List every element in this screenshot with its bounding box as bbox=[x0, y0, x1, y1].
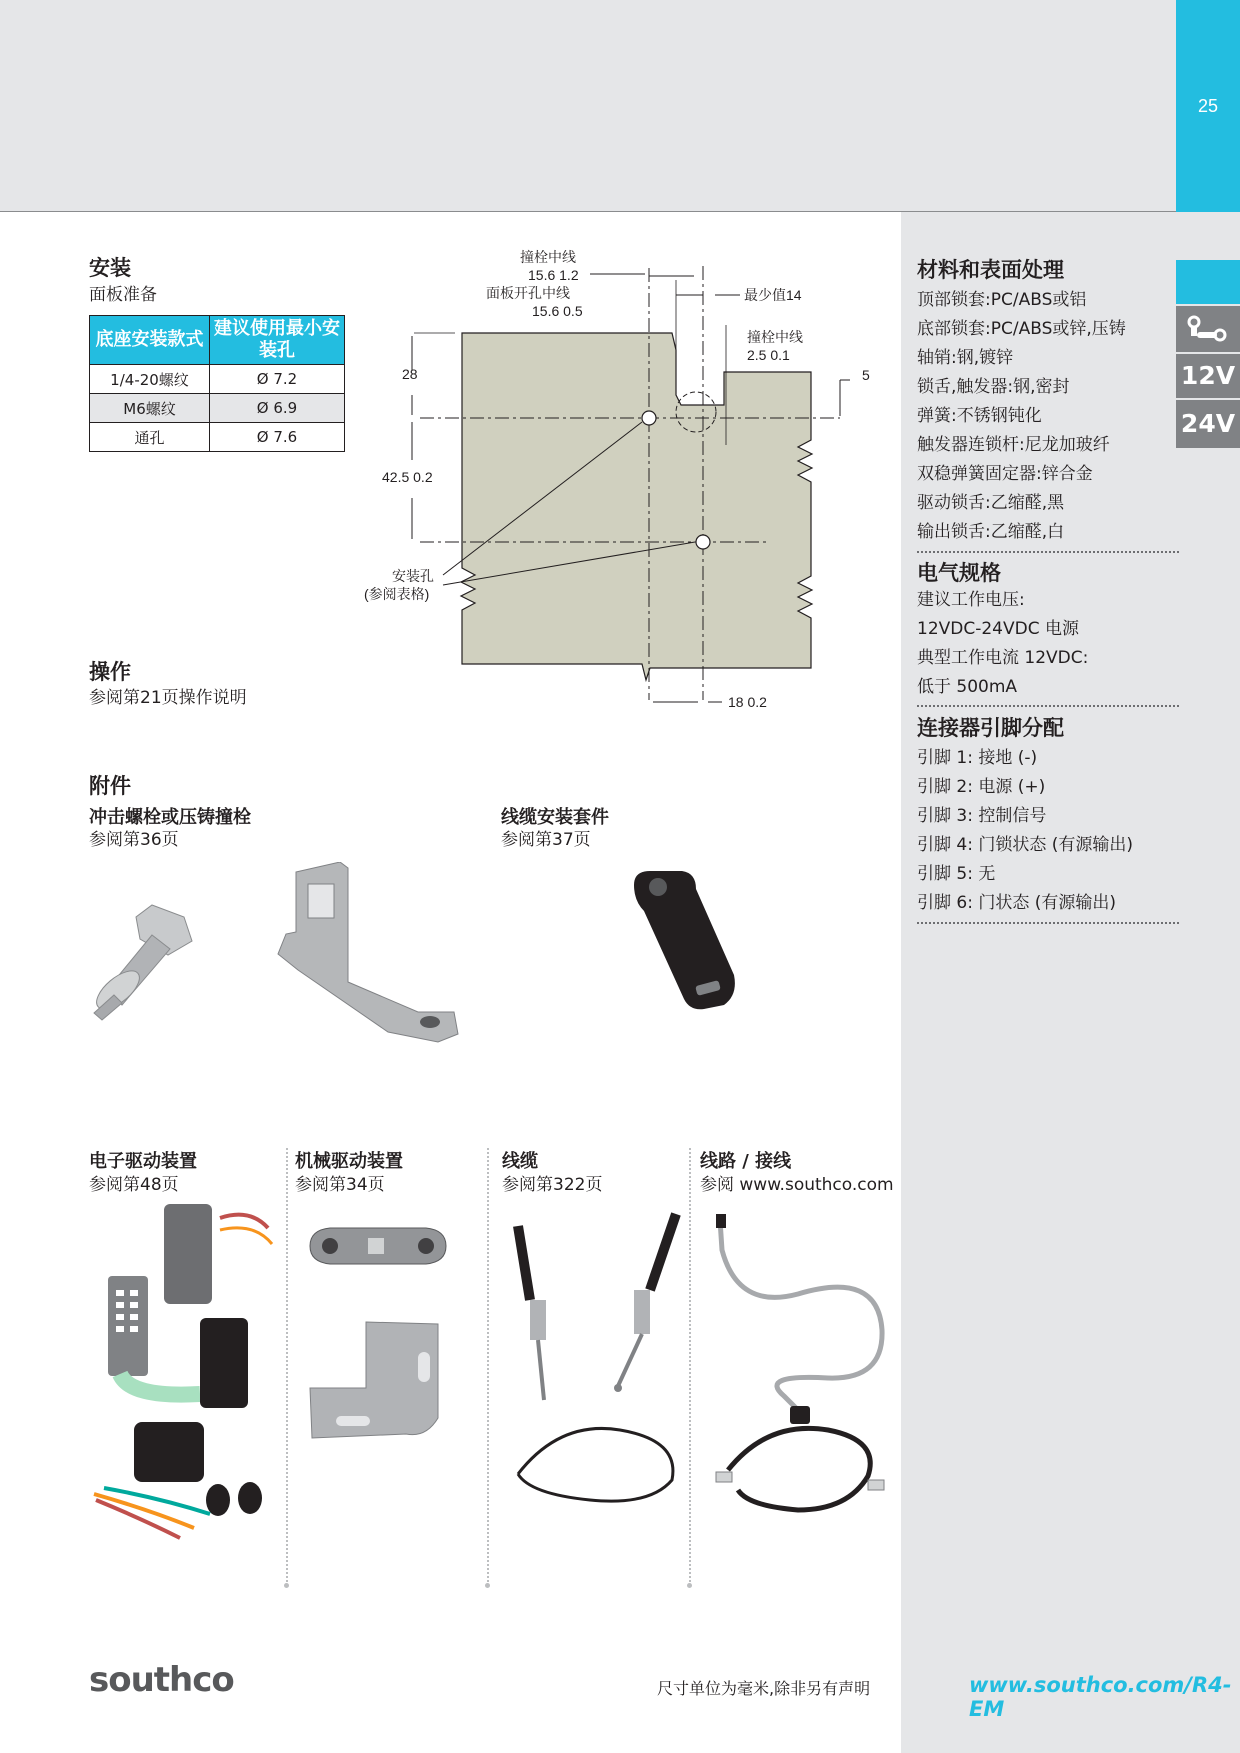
pins-title: 连接器引脚分配 bbox=[917, 716, 1064, 740]
accessory-strike-title: 冲击螺栓或压铸撞栓 bbox=[89, 807, 251, 828]
materials-item: 顶部锁套:PC/ABS或铝 bbox=[917, 290, 1087, 310]
cable-image bbox=[500, 1210, 684, 1510]
panel-cutout-diagram bbox=[350, 240, 870, 720]
tab-24v[interactable]: 24V bbox=[1176, 400, 1240, 448]
operation-title: 操作 bbox=[89, 660, 131, 684]
label-dim1: 15.6 1.2 bbox=[528, 267, 579, 283]
latch-icon bbox=[1176, 306, 1240, 352]
table-cell: Ø 6.9 bbox=[210, 394, 345, 423]
pin-item: 引脚 3: 控制信号 bbox=[917, 806, 1047, 826]
mechanical-actuator-image bbox=[306, 1212, 452, 1452]
electrical-list bbox=[917, 586, 1088, 702]
materials-item: 输出锁舌:乙缩醛,白 bbox=[917, 522, 1065, 542]
electronic-actuator-image bbox=[90, 1198, 280, 1543]
divider-dot bbox=[284, 1583, 289, 1588]
footer-url-link[interactable]: www.southco.com/R4-EM bbox=[969, 1673, 1232, 1721]
mount-hole-table bbox=[89, 315, 345, 452]
label-strike-center: 撞栓中线 bbox=[520, 249, 576, 265]
divider-dot bbox=[687, 1583, 692, 1588]
label-strike-center2: 撞栓中线 bbox=[747, 329, 803, 345]
materials-item: 触发器连锁杆:尼龙加玻纤 bbox=[917, 435, 1110, 455]
bottom-ref-electronic[interactable]: 参阅第48页 bbox=[89, 1175, 179, 1195]
accessory-cable-kit-title: 线缆安装套件 bbox=[501, 807, 609, 828]
materials-item: 弹簧:不锈钢钝化 bbox=[917, 406, 1042, 426]
table-header: 建议使用最小安装孔 bbox=[210, 316, 345, 365]
pin-item: 引脚 5: 无 bbox=[917, 864, 996, 884]
cable-kit-image bbox=[624, 865, 748, 1015]
southco-logo: southco bbox=[89, 1660, 234, 1700]
operation-text: 参阅第21页操作说明 bbox=[89, 688, 247, 708]
page-number: 25 bbox=[1197, 96, 1219, 116]
bottom-ref-mechanical[interactable]: 参阅第34页 bbox=[295, 1175, 385, 1195]
install-subtitle: 面板准备 bbox=[89, 285, 157, 305]
install-title: 安装 bbox=[89, 256, 131, 280]
materials-title: 材料和表面处理 bbox=[917, 258, 1064, 282]
table-row bbox=[90, 394, 345, 423]
accessory-strike-ref[interactable]: 参阅第36页 bbox=[89, 830, 179, 850]
table-cell: 1/4-20螺纹 bbox=[90, 365, 210, 394]
section-separator bbox=[917, 551, 1179, 553]
materials-item: 轴销:钢,镀锌 bbox=[917, 348, 1014, 368]
units-note: 尺寸单位为毫米,除非另有声明 bbox=[657, 1679, 871, 1698]
electrical-item: 12VDC-24VDC 电源 bbox=[917, 619, 1079, 639]
pin-item: 引脚 2: 电源 (+) bbox=[917, 777, 1046, 797]
bottom-ref-wiring[interactable]: 参阅 www.southco.com bbox=[700, 1175, 894, 1195]
bottom-title-electronic: 电子驱动装置 bbox=[89, 1151, 197, 1172]
wiring-harness-image bbox=[708, 1210, 888, 1526]
table-row bbox=[90, 423, 345, 452]
label-panel-center: 面板开孔中线 bbox=[486, 285, 570, 301]
accessory-cable-kit-ref[interactable]: 参阅第37页 bbox=[501, 830, 591, 850]
column-divider bbox=[286, 1148, 288, 1586]
section-separator bbox=[917, 922, 1179, 924]
materials-item: 底部锁套:PC/ABS或锌,压铸 bbox=[917, 319, 1126, 339]
mount-hole bbox=[642, 411, 656, 425]
electrical-item: 典型工作电流 12VDC: bbox=[917, 648, 1089, 668]
materials-item: 锁舌,触发器:钢,密封 bbox=[917, 377, 1070, 397]
electrical-item: 建议工作电压: bbox=[917, 590, 1025, 610]
bottom-title-mechanical: 机械驱动装置 bbox=[295, 1151, 403, 1172]
side-tab-latch[interactable] bbox=[1176, 306, 1240, 352]
bolt-image bbox=[88, 895, 208, 1025]
label-5: 5 bbox=[862, 367, 870, 383]
bottom-ref-cable[interactable]: 参阅第322页 bbox=[502, 1175, 603, 1195]
table-header: 底座安装款式 bbox=[90, 316, 210, 365]
top-band bbox=[0, 0, 1240, 212]
divider-dot bbox=[485, 1583, 490, 1588]
label-42-5: 42.5 0.2 bbox=[382, 469, 433, 485]
label-18: 18 0.2 bbox=[728, 694, 767, 710]
label-dim2: 15.6 0.5 bbox=[532, 303, 583, 319]
pin-item: 引脚 4: 门锁状态 (有源输出) bbox=[917, 835, 1134, 855]
column-divider bbox=[487, 1148, 489, 1586]
table-cell: Ø 7.6 bbox=[210, 423, 345, 452]
table-cell: M6螺纹 bbox=[90, 394, 210, 423]
column-divider bbox=[689, 1148, 691, 1586]
tab-12v[interactable]: 12V bbox=[1176, 354, 1240, 398]
materials-list bbox=[917, 286, 1126, 547]
label-min14: 最少值14 bbox=[744, 287, 802, 303]
electrical-title: 电气规格 bbox=[917, 561, 1001, 585]
label-dim3: 2.5 0.1 bbox=[747, 347, 790, 363]
table-row bbox=[90, 365, 345, 394]
pin-item: 引脚 1: 接地 (-) bbox=[917, 748, 1038, 768]
pins-list bbox=[917, 744, 1133, 918]
bottom-title-cable: 线缆 bbox=[502, 1151, 538, 1172]
accessories-title: 附件 bbox=[89, 774, 131, 798]
pin-item: 引脚 6: 门状态 (有源输出) bbox=[917, 893, 1117, 913]
materials-item: 驱动锁舌:乙缩醛,黑 bbox=[917, 493, 1065, 513]
label-28: 28 bbox=[402, 366, 418, 382]
bottom-title-wiring: 线路 / 接线 bbox=[700, 1151, 792, 1172]
strike-bracket-image bbox=[268, 862, 460, 1047]
side-tab-accent bbox=[1176, 260, 1240, 304]
label-see-table: (参阅表格) bbox=[364, 586, 430, 602]
page-number-tab bbox=[1176, 0, 1240, 212]
mount-hole bbox=[696, 535, 710, 549]
table-cell: Ø 7.2 bbox=[210, 365, 345, 394]
materials-item: 双稳弹簧固定器:锌合金 bbox=[917, 464, 1093, 484]
label-mount-hole: 安装孔 bbox=[392, 568, 434, 584]
electrical-item: 低于 500mA bbox=[917, 677, 1018, 697]
section-separator bbox=[917, 705, 1179, 707]
panel-shape bbox=[461, 333, 812, 680]
table-cell: 通孔 bbox=[90, 423, 210, 452]
